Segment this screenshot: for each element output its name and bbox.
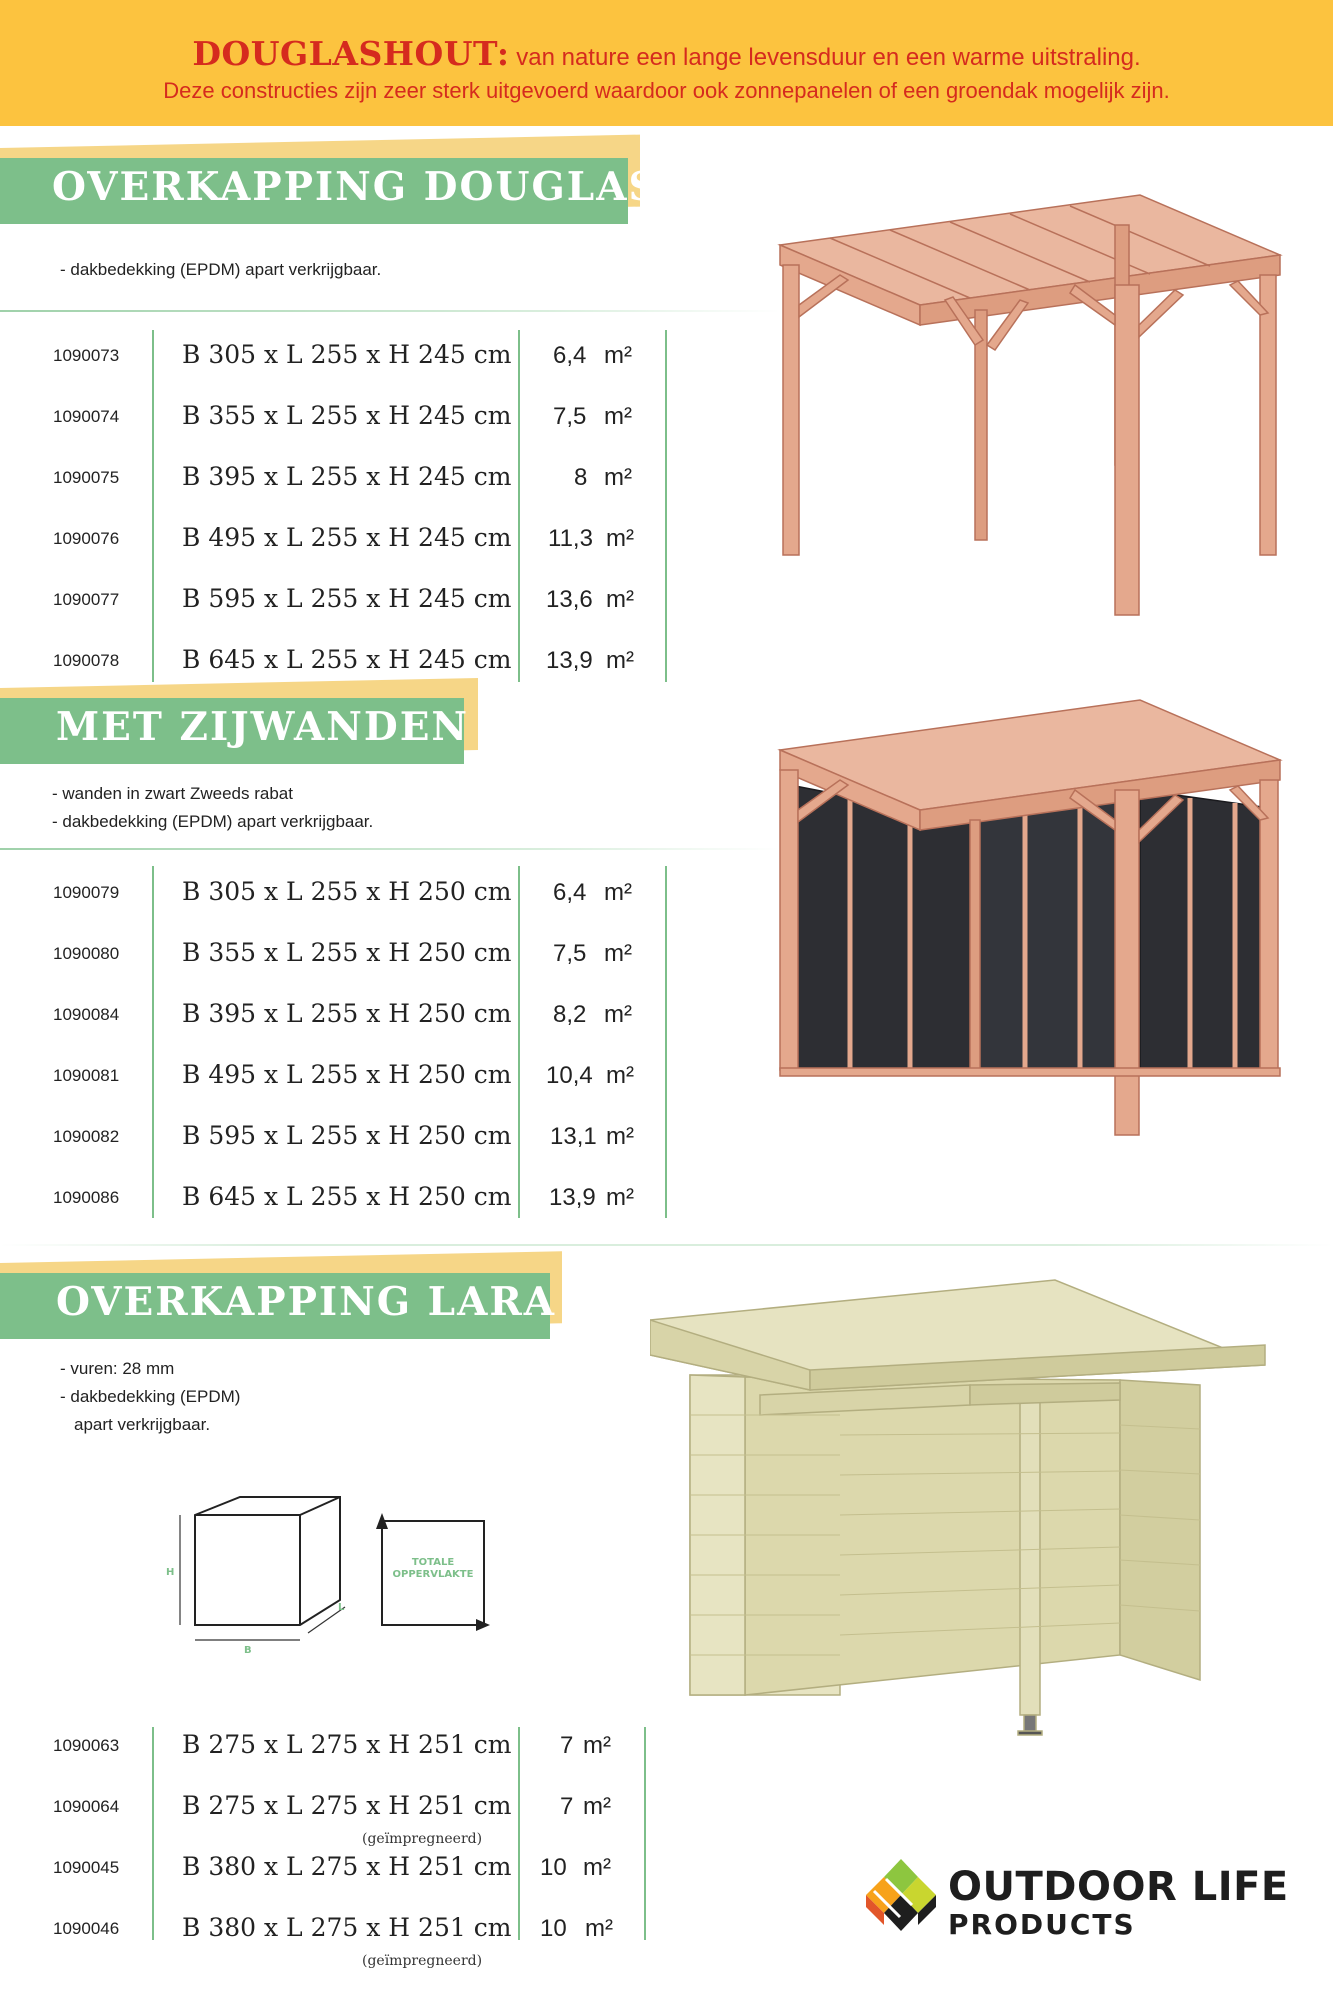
note: - vuren: 28 mm bbox=[60, 1359, 175, 1378]
top-banner bbox=[0, 0, 1333, 126]
dimensions: B 355 x L 255 x H 250 cm bbox=[182, 938, 512, 967]
column-divider bbox=[152, 1727, 154, 1940]
section-title-douglas: OVERKAPPING DOUGLAS bbox=[0, 148, 640, 220]
area-value: 13,9 bbox=[546, 647, 593, 674]
impregnated-note: (geïmpregneerd) bbox=[362, 1831, 483, 1847]
dimensions: B 645 x L 255 x H 245 cm bbox=[182, 645, 512, 674]
banner-line1-text: van nature een lange levensduur en een warme uitstraling. bbox=[509, 44, 1141, 71]
area-value: 10 bbox=[540, 1915, 567, 1942]
dimensions: B 495 x L 255 x H 245 cm bbox=[182, 523, 512, 552]
dimensions: B 495 x L 255 x H 250 cm bbox=[182, 1060, 512, 1089]
area-unit: m² bbox=[604, 464, 632, 491]
dimensions: B 275 x L 275 x H 251 cm bbox=[182, 1791, 512, 1820]
product-code: 1090080 bbox=[53, 944, 120, 963]
area-unit: m² bbox=[606, 586, 634, 613]
product-code: 1090045 bbox=[53, 1858, 120, 1877]
column-divider bbox=[152, 330, 154, 682]
area-value: 7,5 bbox=[553, 940, 587, 967]
area-unit: m² bbox=[583, 1793, 611, 1820]
note: - wanden in zwart Zweeds rabat bbox=[52, 784, 293, 803]
column-divider bbox=[665, 866, 667, 1218]
area-value: 13,1 bbox=[550, 1123, 597, 1150]
column-divider bbox=[518, 1727, 520, 1940]
area-unit: m² bbox=[606, 1123, 634, 1150]
banner-keyword: DOUGLASHOUT: bbox=[192, 34, 510, 73]
logo-text-products: PRODUCTS bbox=[948, 1908, 1136, 1941]
column-divider bbox=[644, 1727, 646, 1940]
diagram-label-l: L bbox=[338, 1602, 345, 1613]
column-divider bbox=[665, 330, 667, 682]
area-unit: m² bbox=[583, 1732, 611, 1759]
lara-shed-illustration bbox=[650, 1275, 1280, 1765]
product-code: 1090081 bbox=[53, 1066, 120, 1085]
area-value: 8 bbox=[574, 464, 588, 491]
dimensions: B 395 x L 255 x H 250 cm bbox=[182, 999, 512, 1028]
area-value: 13,9 bbox=[549, 1184, 596, 1211]
note: apart verkrijgbaar. bbox=[74, 1415, 211, 1434]
area-unit: m² bbox=[604, 940, 632, 967]
area-value: 13,6 bbox=[546, 586, 593, 613]
section-notes-zijwanden bbox=[52, 780, 373, 836]
section-title-lara: OVERKAPPING LARA bbox=[0, 1263, 562, 1335]
pergola-zijwanden-illustration bbox=[770, 690, 1290, 1150]
note: - dakbedekking (EPDM) apart verkrijgbaar. bbox=[52, 812, 374, 831]
product-code: 1090086 bbox=[53, 1188, 120, 1207]
product-code: 1090076 bbox=[53, 529, 120, 548]
impregnated-note: (geïmpregneerd) bbox=[362, 1953, 483, 1969]
dimensions: B 305 x L 255 x H 245 cm bbox=[182, 340, 512, 369]
area-unit: m² bbox=[606, 1062, 634, 1089]
dimensions: B 645 x L 255 x H 250 cm bbox=[182, 1182, 512, 1211]
dimensions: B 395 x L 255 x H 245 cm bbox=[182, 462, 512, 491]
dimensions: B 305 x L 255 x H 250 cm bbox=[182, 877, 512, 906]
diagram-label-h: H bbox=[166, 1567, 175, 1578]
dimensions: B 355 x L 255 x H 245 cm bbox=[182, 401, 512, 430]
column-divider bbox=[518, 866, 520, 1218]
note: - dakbedekking (EPDM) apart verkrijgbaar. bbox=[60, 260, 382, 279]
dimension-diagram bbox=[160, 1485, 500, 1655]
banner-line-2: Deze constructies zijn zeer sterk uitgevoerd waardoor ook zonnepanelen of een groendak mogelijk zijn. bbox=[163, 78, 1170, 103]
area-value: 10,4 bbox=[546, 1062, 593, 1089]
section-notes-lara bbox=[60, 1355, 240, 1439]
product-code: 1090064 bbox=[53, 1797, 120, 1816]
diagram-surface-line1: TOTALE bbox=[411, 1557, 455, 1568]
area-unit: m² bbox=[606, 647, 634, 674]
product-code: 1090074 bbox=[53, 407, 120, 426]
note: - dakbedekking (EPDM) bbox=[60, 1387, 241, 1406]
product-code: 1090079 bbox=[53, 883, 120, 902]
area-unit: m² bbox=[585, 1915, 613, 1942]
section-title-zijwanden: MET ZIJWANDEN bbox=[0, 688, 478, 760]
area-unit: m² bbox=[606, 525, 634, 552]
area-unit: m² bbox=[604, 342, 632, 369]
area-value: 11,3 bbox=[548, 525, 593, 552]
area-unit: m² bbox=[604, 1001, 632, 1028]
area-value: 6,4 bbox=[553, 342, 587, 369]
area-unit: m² bbox=[583, 1854, 611, 1881]
area-value: 7,5 bbox=[553, 403, 587, 430]
diagram-surface-line2: OPPERVLAKTE bbox=[392, 1569, 474, 1580]
product-code: 1090075 bbox=[53, 468, 120, 487]
dimensions: B 595 x L 255 x H 245 cm bbox=[182, 584, 512, 613]
product-code: 1090084 bbox=[53, 1005, 120, 1024]
outdoor-life-logo-icon bbox=[860, 1855, 942, 1941]
dimensions: B 275 x L 275 x H 251 cm bbox=[182, 1730, 512, 1759]
area-value: 7 bbox=[560, 1732, 574, 1759]
divider bbox=[0, 310, 780, 312]
divider bbox=[0, 1244, 1333, 1246]
area-value: 7 bbox=[560, 1793, 574, 1820]
product-code: 1090063 bbox=[53, 1736, 120, 1755]
area-value: 8,2 bbox=[553, 1001, 587, 1028]
logo-text-outdoor-life: OUTDOOR LIFE bbox=[948, 1864, 1289, 1910]
product-code: 1090073 bbox=[53, 346, 120, 365]
area-unit: m² bbox=[604, 403, 632, 430]
column-divider bbox=[152, 866, 154, 1218]
section-notes-douglas bbox=[60, 256, 381, 284]
diagram-label-b: B bbox=[244, 1645, 252, 1655]
dimensions: B 380 x L 275 x H 251 cm bbox=[182, 1852, 512, 1881]
area-unit: m² bbox=[606, 1184, 634, 1211]
dimensions: B 595 x L 255 x H 250 cm bbox=[182, 1121, 512, 1150]
pergola-douglas-illustration bbox=[770, 185, 1290, 635]
product-code: 1090077 bbox=[53, 590, 120, 609]
product-code: 1090082 bbox=[53, 1127, 120, 1146]
area-value: 10 bbox=[540, 1854, 567, 1881]
product-code: 1090046 bbox=[53, 1919, 120, 1938]
column-divider bbox=[518, 330, 520, 682]
banner-line-1 bbox=[0, 34, 1333, 73]
area-value: 6,4 bbox=[553, 879, 587, 906]
product-code: 1090078 bbox=[53, 651, 120, 670]
dimensions: B 380 x L 275 x H 251 cm bbox=[182, 1913, 512, 1942]
area-unit: m² bbox=[604, 879, 632, 906]
divider bbox=[0, 848, 780, 850]
